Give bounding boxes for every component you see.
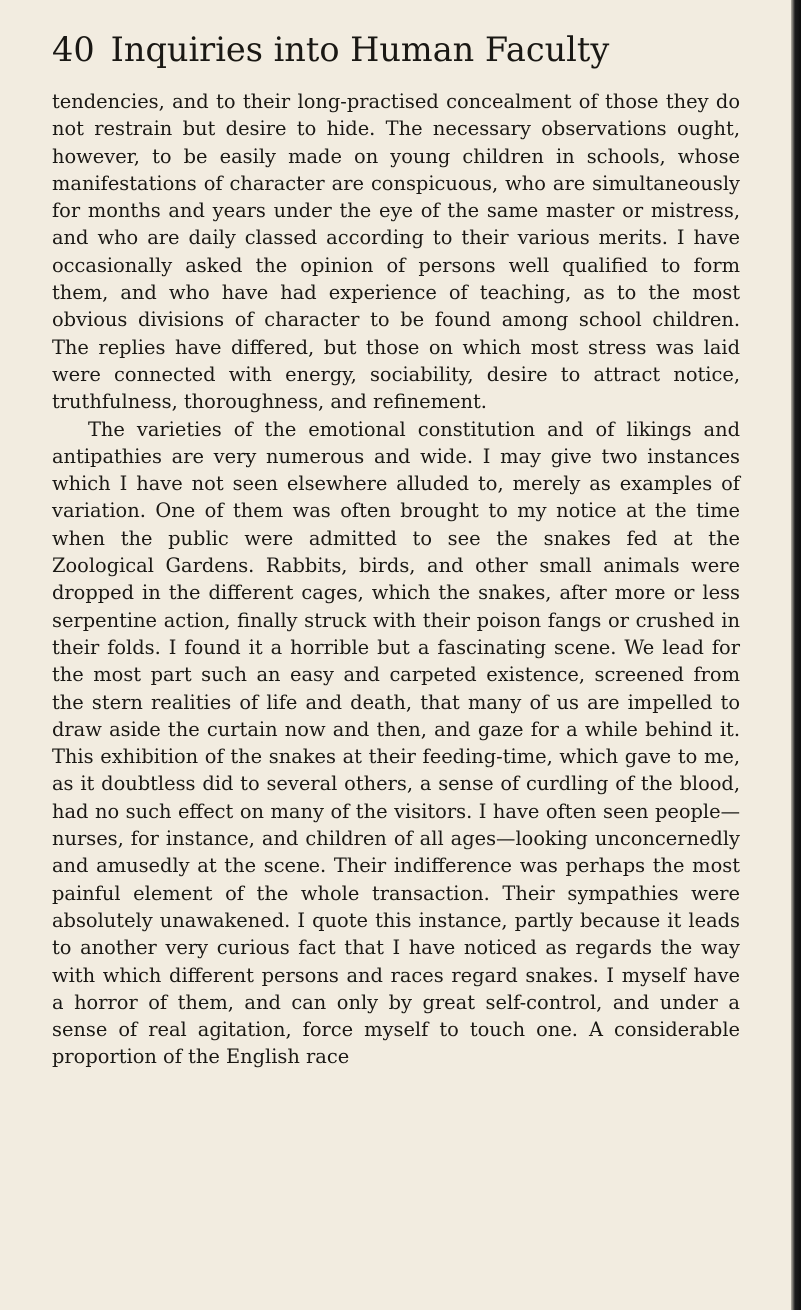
page-number: 40 bbox=[52, 30, 95, 69]
running-title: Inquiries into Human Faculty bbox=[110, 30, 610, 69]
paragraph-continued: tendencies, and to their long-practised concealment of those they do not restrain but desire to hide. The necessary observations ought, however, to be easily made on young children in schools, whose manifestations of character are conspicuous, who are simultaneously for months and years under the eye of the same master or mistress, and who are daily classed according to their various merits. I have occasionally asked the opinion of persons well qualified to form them, and who have had experience of teaching, as to the most obvious divisions of character to be found among school children. The replies have differed, but those on which most stress was laid were connected with energy, sociability, desire to attract notice, truthfulness, thoroughness, and refinement. bbox=[52, 90, 740, 414]
paragraph: The varieties of the emotional constitution and of likings and antipathies are very numerous and wide. I may give two instances which I have not seen elsewhere alluded to, merely as examples of variation. One of them was often brought to my notice at the time when the public were admitted to see the snakes fed at the Zoological Gardens. Rabbits, birds, and other small animals were dropped in the different cages, which the snakes, after more or less serpentine action, finally struck with their poison fangs or crushed in their folds. I found it a horrible but a fascinating scene. We lead for the most part such an easy and carpeted existence, screened from the stern realities of life and death, that many of us are impelled to draw aside the curtain now and then, and gaze for a while behind it. This exhibition of the snakes at their feeding-time, which gave to me, as it doubtless did to several others, a sense of curdling of the blood, had no such effect on many of the visitors. I have often seen people—nurses, for instance, and children of all ages—looking unconcernedly and amusedly at the scene. Their indifference was perhaps the most painful element of the whole transaction. Their sympathies were absolutely unawakened. I quote this instance, partly because it leads to another very curious fact that I have noticed as regards the way with which different persons and races regard snakes. I myself have a horror of them, and can only by great self-control, and under a sense of real agitation, force myself to touch one. A considerable proportion of the English race bbox=[52, 417, 740, 1069]
body-text bbox=[52, 88, 740, 1071]
page-edge-shadow bbox=[791, 0, 801, 1310]
page-header bbox=[52, 30, 742, 80]
